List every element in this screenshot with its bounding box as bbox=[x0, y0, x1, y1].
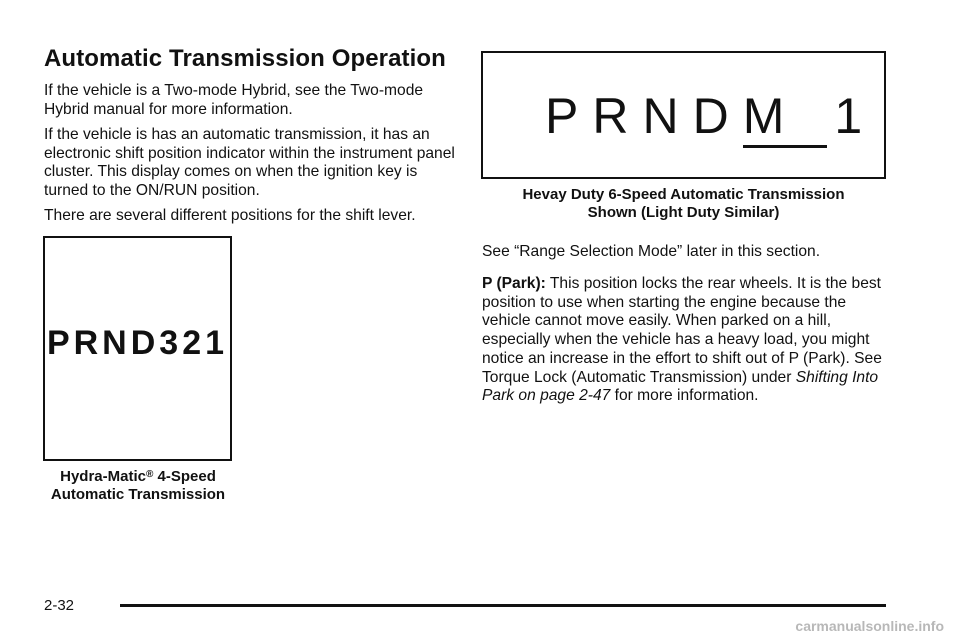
caption-4speed-suffix: 4-Speed bbox=[153, 468, 216, 485]
range-selection-paragraph: See “Range Selection Mode” later in this section. bbox=[482, 243, 821, 260]
shift-indicator-6speed-figure bbox=[481, 51, 886, 179]
gear-1: 1 bbox=[834, 88, 877, 144]
gear-n: N bbox=[642, 88, 693, 144]
registered-mark: ® bbox=[145, 469, 154, 480]
shift-indicator-6speed-display bbox=[545, 88, 877, 144]
page-number: 2-32 bbox=[44, 597, 75, 614]
park-text: This position locks the rear wheels. It is the best position to use when starting the engine because the vehicle cannot move easily. When parked on a hill, especially when the vehicle has a heavy load, you might notice an increase in the effort to shift out of P (Park). See Torque Lock (Automatic Transmission) under bbox=[482, 275, 882, 386]
caption-4speed-line2: Automatic Transmission bbox=[50, 486, 226, 503]
footer-rule bbox=[120, 604, 886, 607]
positions-paragraph: There are several different positions for the shift lever. bbox=[44, 207, 416, 224]
caption-6speed-line1: Hevay Duty 6-Speed Automatic Transmission bbox=[522, 186, 845, 203]
caption-6speed-line2: Shown (Light Duty Similar) bbox=[587, 204, 780, 221]
manual-range-underline bbox=[743, 145, 827, 148]
gear-d: D bbox=[692, 88, 743, 144]
park-label: P (Park): bbox=[482, 275, 546, 292]
figure-4speed-caption bbox=[30, 468, 246, 504]
caption-4speed-brand: Hydra-Matic bbox=[60, 468, 146, 485]
gear-r: R bbox=[592, 88, 643, 144]
park-tail: for more information. bbox=[610, 387, 759, 405]
shifting-into-park-link[interactable]: Shifting Into Park on page 2-47 bbox=[482, 368, 879, 405]
indicator-paragraph: If the vehicle is has an automatic transmission, it has an electronic shift position indicator within the instrument panel cluster. This display comes on when the ignition key is turned to the ON/RUN position. bbox=[44, 126, 455, 200]
gear-m: M bbox=[742, 88, 799, 144]
figure-6speed-caption bbox=[481, 186, 886, 222]
shift-indicator-4speed-display: PRND321 bbox=[46, 324, 229, 362]
watermark: carmanualsonline.info bbox=[795, 618, 944, 634]
shift-indicator-4speed-figure bbox=[43, 236, 232, 461]
gear-m-group bbox=[742, 88, 799, 144]
park-paragraph bbox=[482, 275, 892, 406]
gear-p: P bbox=[545, 88, 593, 144]
hybrid-paragraph: If the vehicle is a Two-mode Hybrid, see the Two-mode Hybrid manual for more information. bbox=[44, 82, 424, 118]
page-title: Automatic Transmission Operation bbox=[44, 45, 446, 72]
